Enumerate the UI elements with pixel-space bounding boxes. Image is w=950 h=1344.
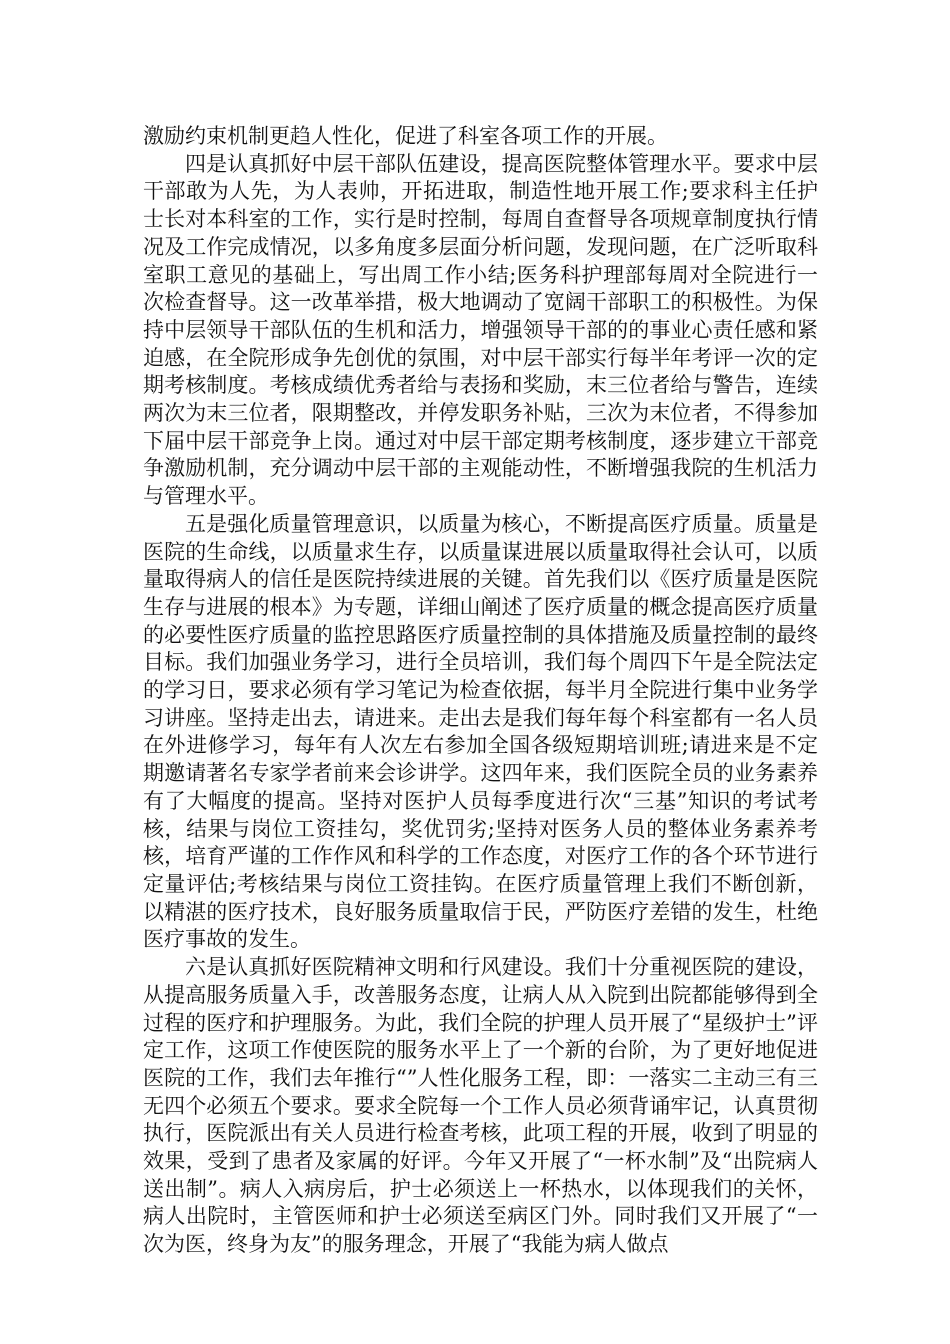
paragraph-cadre-building: 四是认真抓好中层干部队伍建设，提高医院整体管理水平。要求中层干部敢为人先，为人表帅，开拓进取，制造性地开展工作;要求科主任护士长对本科室的工作，实行是时控制，每周自查督导各项规章制度执行情况及工作完成情况，以多角度多层面分析问题，发现问题，在广泛听取科室职工意见的基础上，写出周工作小结;医务科护理部每周对全院进行一次检查督导。这一改革举措，极大地调动了宽阔干部职工的积极性。为保持中层领导干部队伍的生机和活力，增强领导干部的的事业心责任感和紧迫感，在全院形成争先创优的氛围，对中层干部实行每半年考评一次的定期考核制度。考核成绩优秀者给与表扬和奖励，末三位者给与警告，连续两次为末三位者，限期整改，并停发职务补贴，三次为末位者，不得参加下届中层干部竞争上岗。通过对中层干部定期考核制度，逐步建立干部竞争激励机制，充分调动中层干部的主观能动性，不断增强我院的生机活力与管理水平。 <box>143 151 818 509</box>
paragraph-quality-management: 五是强化质量管理意识，以质量为核心，不断提高医疗质量。质量是医院的生命线，以质量求生存，以质量谋进展以质量取得社会认可，以质量取得病人的信任是医院持续进展的关键。首先我们以《医疗质量是医院生存与进展的根本》为专题，详细山阐述了医疗质量的概念提高医疗质量的必要性医疗质量的监控思路医疗质量控制的具体措施及质量控制的最终目标。我们加强业务学习，进行全员培训，我们每个周四下午是全院法定的学习日，要求必须有学习笔记为检查依据，每半月全院进行集中业务学习讲座。坚持走出去，请进来。走出去是我们每年每个科室都有一名人员在外进修学习，每年有人次左右参加全国各级短期培训班;请进来是不定期邀请著名专家学者前来会诊讲学。这四年来，我们医院全员的业务素养有了大幅度的提高。坚持对医护人员每季度进行次“三基”知识的考试考核，结果与岗位工资挂勾，奖优罚劣;坚持对医务人员的整体业务素养考核，培育严谨的工作作风和科学的工作态度，对医疗工作的各个环节进行定量评估;考核结果与岗位工资挂钩。在医疗质量管理上我们不断创新，以精湛的医疗技术，良好服务质量取信于民，严防医疗差错的发生，杜绝医疗事故的发生。 <box>143 511 818 952</box>
document-body <box>143 123 818 1259</box>
paragraph-ethics-conduct: 六是认真抓好医院精神文明和行风建设。我们十分重视医院的建设，从提高服务质量入手，改善服务态度，让病人从入院到出院都能够得到全过程的医疗和护理服务。为此，我们全院的护理人员开展了“星级护士”评定工作，这项工作使医院的服务水平上了一个新的台阶，为了更好地促进医院的工作，我们去年推行“”人性化服务工程，即：一落实二主动三有三无四个必须五个要求。要求全院每一个工作人员必须背诵牢记，认真贯彻执行，医院派出有关人员进行检查考核，此项工程的开展，收到了明显的效果，受到了患者及家属的好评。今年又开展了“一杯水制”及“出院病人送出制”。病人入病房后，护士必须送上一杯热水，以体现我们的关怀，病人出院时，主管医师和护士必须送至病区门外。同时我们又开展了“一次为医，终身为友”的服务理念，开展了“我能为病人做点 <box>143 955 818 1257</box>
paragraph-continuation: 激励约束机制更趋人性化，促进了科室各项工作的开展。 <box>143 124 668 148</box>
